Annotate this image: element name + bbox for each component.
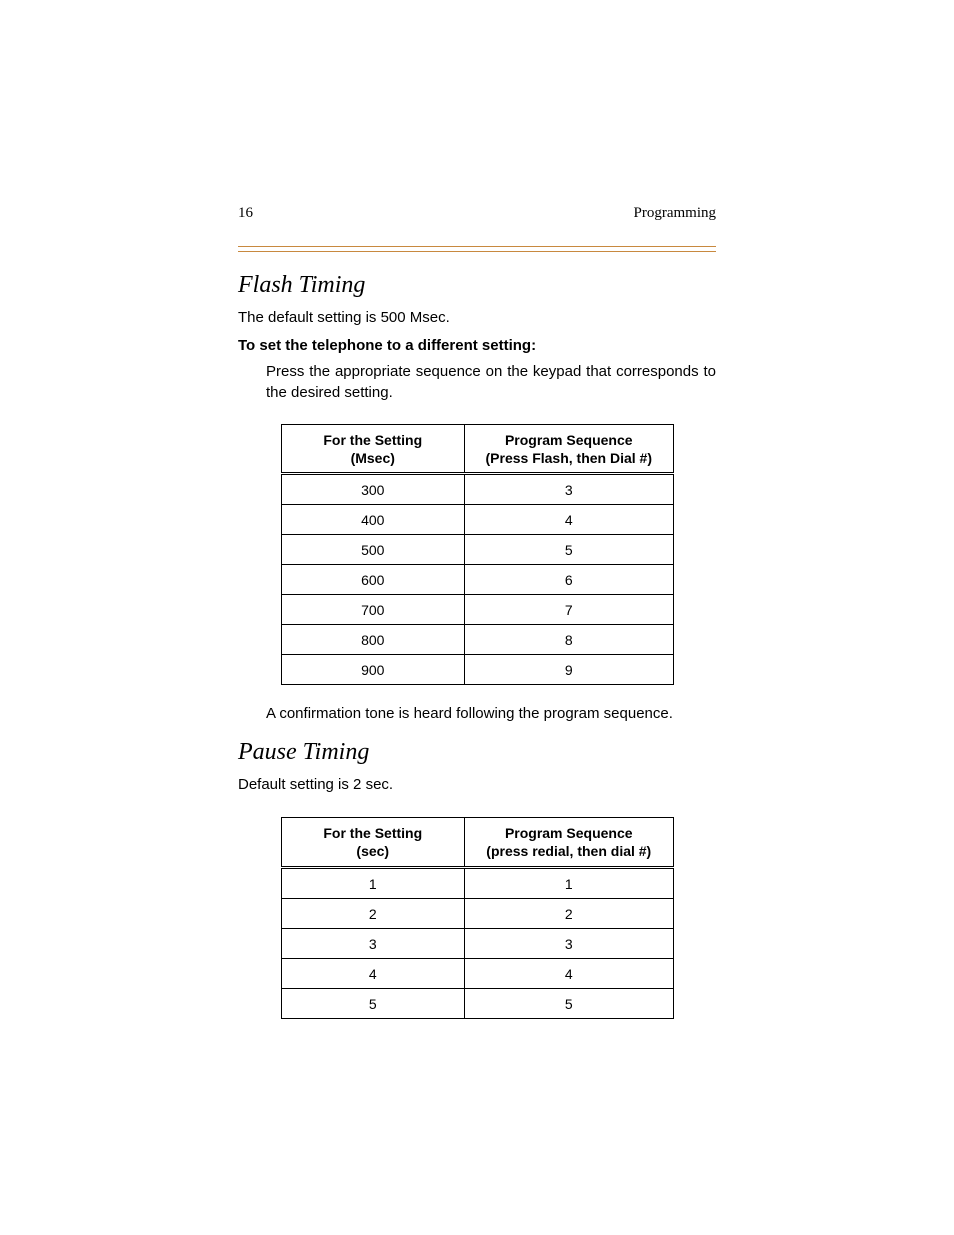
table-row <box>282 929 674 959</box>
header-line: (press redial, then dial #) <box>486 843 652 859</box>
header-line: (Press Flash, then Dial #) <box>485 449 652 466</box>
sequence-cell: 7 <box>464 595 674 625</box>
flash-timing-table <box>281 424 674 685</box>
sequence-cell: 5 <box>464 535 674 565</box>
setting-cell: 2 <box>282 899 465 929</box>
table-row <box>282 959 674 989</box>
sequence-cell: 4 <box>464 505 674 535</box>
pause-default-text: Default setting is 2 sec. <box>238 776 394 793</box>
table-row <box>282 505 674 535</box>
table-row <box>282 565 674 595</box>
sequence-cell: 9 <box>464 655 674 685</box>
table-row <box>282 474 674 505</box>
table-header-row <box>282 425 674 474</box>
sequence-cell: 8 <box>464 625 674 655</box>
flash-timing-title: Flash Timing <box>238 272 366 298</box>
sequence-cell: 5 <box>464 989 674 1019</box>
table-row <box>282 655 674 685</box>
header-line: For the Setting <box>323 825 423 841</box>
running-header: Programming <box>633 205 716 221</box>
pause-timing-title: Pause Timing <box>238 739 370 765</box>
header-rule-top <box>238 246 716 247</box>
table-row <box>282 989 674 1019</box>
table-row <box>282 535 674 565</box>
setting-cell: 400 <box>282 505 465 535</box>
page-number: 16 <box>238 205 253 221</box>
sequence-cell: 1 <box>464 868 674 899</box>
table-header-row <box>282 818 674 868</box>
header-line: For the Setting <box>323 431 423 448</box>
table-row <box>282 868 674 899</box>
table-row <box>282 625 674 655</box>
flash-instruction-heading: To set the telephone to a different setting: <box>238 337 537 354</box>
setting-cell: 3 <box>282 929 465 959</box>
table-header-cell <box>464 818 674 868</box>
sequence-cell: 3 <box>464 474 674 505</box>
setting-cell: 5 <box>282 989 465 1019</box>
setting-cell: 4 <box>282 959 465 989</box>
pause-timing-table <box>281 817 674 1019</box>
header-line: Program Sequence <box>504 825 633 841</box>
flash-default-text: The default setting is 500 Msec. <box>238 309 450 326</box>
flash-confirmation-note: A confirmation tone is heard following the program sequence. <box>266 705 673 722</box>
table-header-cell <box>282 818 465 868</box>
setting-cell: 500 <box>282 535 465 565</box>
header-line: (Msec) <box>350 449 395 466</box>
sequence-cell: 4 <box>464 959 674 989</box>
table-header-cell <box>282 425 465 474</box>
setting-cell: 900 <box>282 655 465 685</box>
header-line: (sec) <box>356 843 390 859</box>
header-line: Program Sequence <box>504 431 633 448</box>
table-row <box>282 899 674 929</box>
header-rule-bottom <box>238 251 716 252</box>
table-header-cell <box>464 425 674 474</box>
setting-cell: 300 <box>282 474 465 505</box>
setting-cell: 700 <box>282 595 465 625</box>
setting-cell: 1 <box>282 868 465 899</box>
sequence-cell: 2 <box>464 899 674 929</box>
flash-instruction-body: Press the appropriate sequence on the keypad that corresponds to the desired setting. <box>266 363 716 401</box>
sequence-cell: 6 <box>464 565 674 595</box>
setting-cell: 600 <box>282 565 465 595</box>
sequence-cell: 3 <box>464 929 674 959</box>
table-row <box>282 595 674 625</box>
setting-cell: 800 <box>282 625 465 655</box>
